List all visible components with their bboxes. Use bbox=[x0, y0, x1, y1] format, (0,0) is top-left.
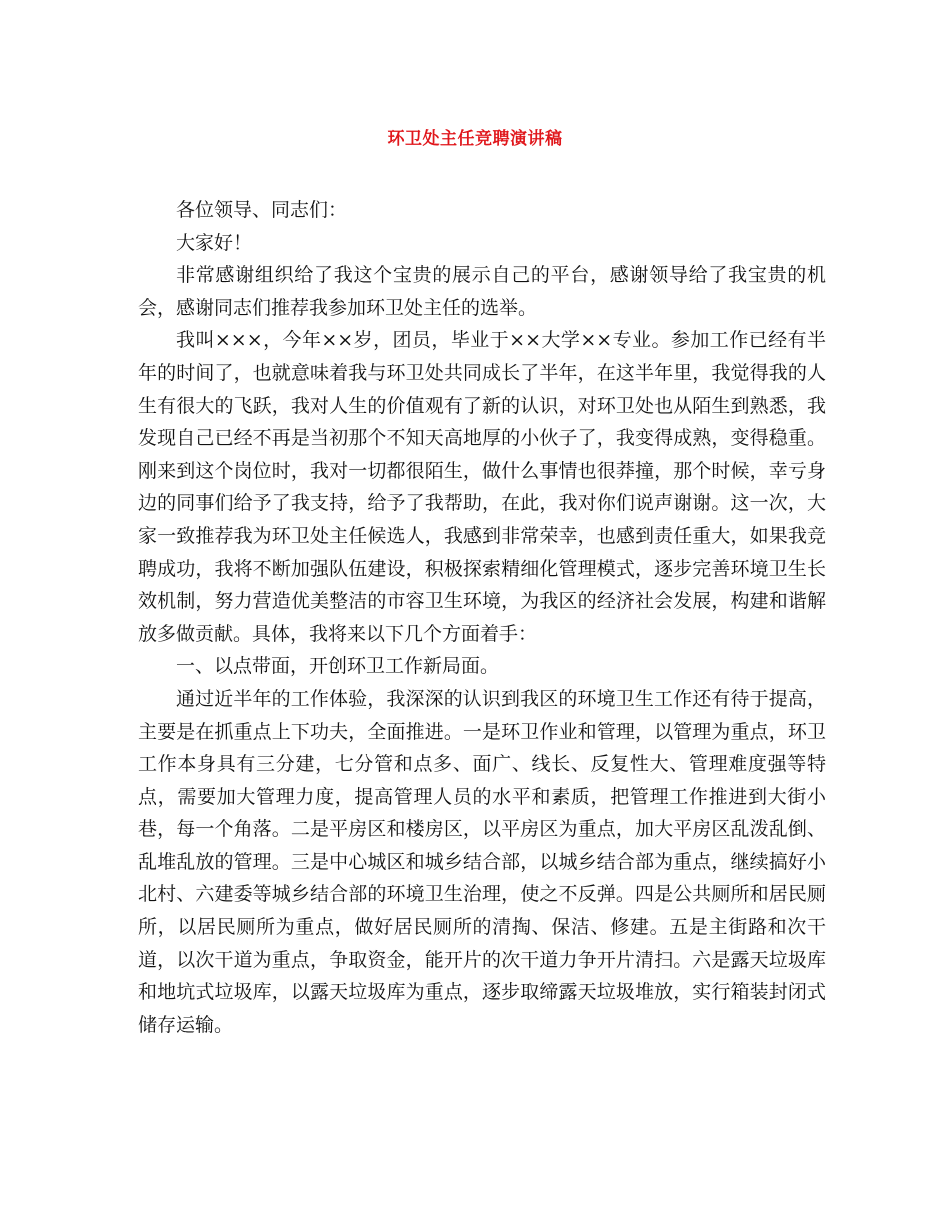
document-body bbox=[138, 194, 826, 1041]
paragraph-work-plan: 通过近半年的工作体验，我深深的认识到我区的环境卫生工作还有待于提高，主要是在抓重点上下功夫，全面推进。一是环卫作业和管理，以管理为重点，环卫工作本身具有三分建，七分管和点多、面广、线长、反复性大、管理难度强等特点，需要加大管理力度，提高管理人员的水平和素质，把管理工作推进到大街小巷，每一个角落。二是平房区和楼房区，以平房区为重点，加大平房区乱泼乱倒、乱堆乱放的管理。三是中心城区和城乡结合部，以城乡结合部为重点，继续搞好小北村、六建委等城乡结合部的环境卫生治理，使之不反弹。四是公共厕所和居民厕所，以居民厕所为重点，做好居民厕所的清掏、保洁、修建。五是主街路和次干道，以次干道为重点，争取资金，能开片的次干道力争开片清扫。六是露天垃圾库和地坑式垃圾库，以露天垃圾库为重点，逐步取缔露天垃圾堆放，实行箱装封闭式储存运输。 bbox=[138, 687, 826, 1036]
paragraph-section-heading: 一、以点带面，开创环卫工作新局面。 bbox=[176, 655, 500, 678]
paragraph-thanks: 非常感谢组织给了我这个宝贵的展示自己的平台，感谢领导给了我宝贵的机会，感谢同志们推荐我参加环卫处主任的选举。 bbox=[138, 264, 826, 319]
document-title: 环卫处主任竞聘演讲稿 bbox=[387, 129, 563, 149]
paragraph-salutation: 各位领导、同志们： bbox=[176, 199, 348, 221]
paragraph-introduction: 我叫×××，今年××岁，团员，毕业于××大学××专业。参加工作已经有半年的时间了，也就意味着我与环卫处共同成长了半年，在这半年里，我觉得我的人生有很大的飞跃，我对人生的价值观有了新的认识，对环卫处也从陌生到熟悉，我发现自己已经不再是当初那个不知天高地厚的小伙子了，我变得成熟，变得稳重。刚来到这个岗位时，我对一切都很陌生，做什么事情也很莽撞，那个时候，幸亏身边的同事们给予了我支持，给予了我帮助，在此，我对你们说声谢谢。这一次，大家一致推荐我为环卫处主任候选人，我感到非常荣幸，也感到责任重大，如果我竞聘成功，我将不断加强队伍建设，积极探索精细化管理模式，逐步完善环境卫生长效机制，努力营造优美整洁的市容卫生环境，为我区的经济社会发展，构建和谐解放多做贡献。具体，我将来以下几个方面着手： bbox=[138, 329, 826, 645]
paragraph-greeting: 大家好！ bbox=[176, 231, 253, 254]
